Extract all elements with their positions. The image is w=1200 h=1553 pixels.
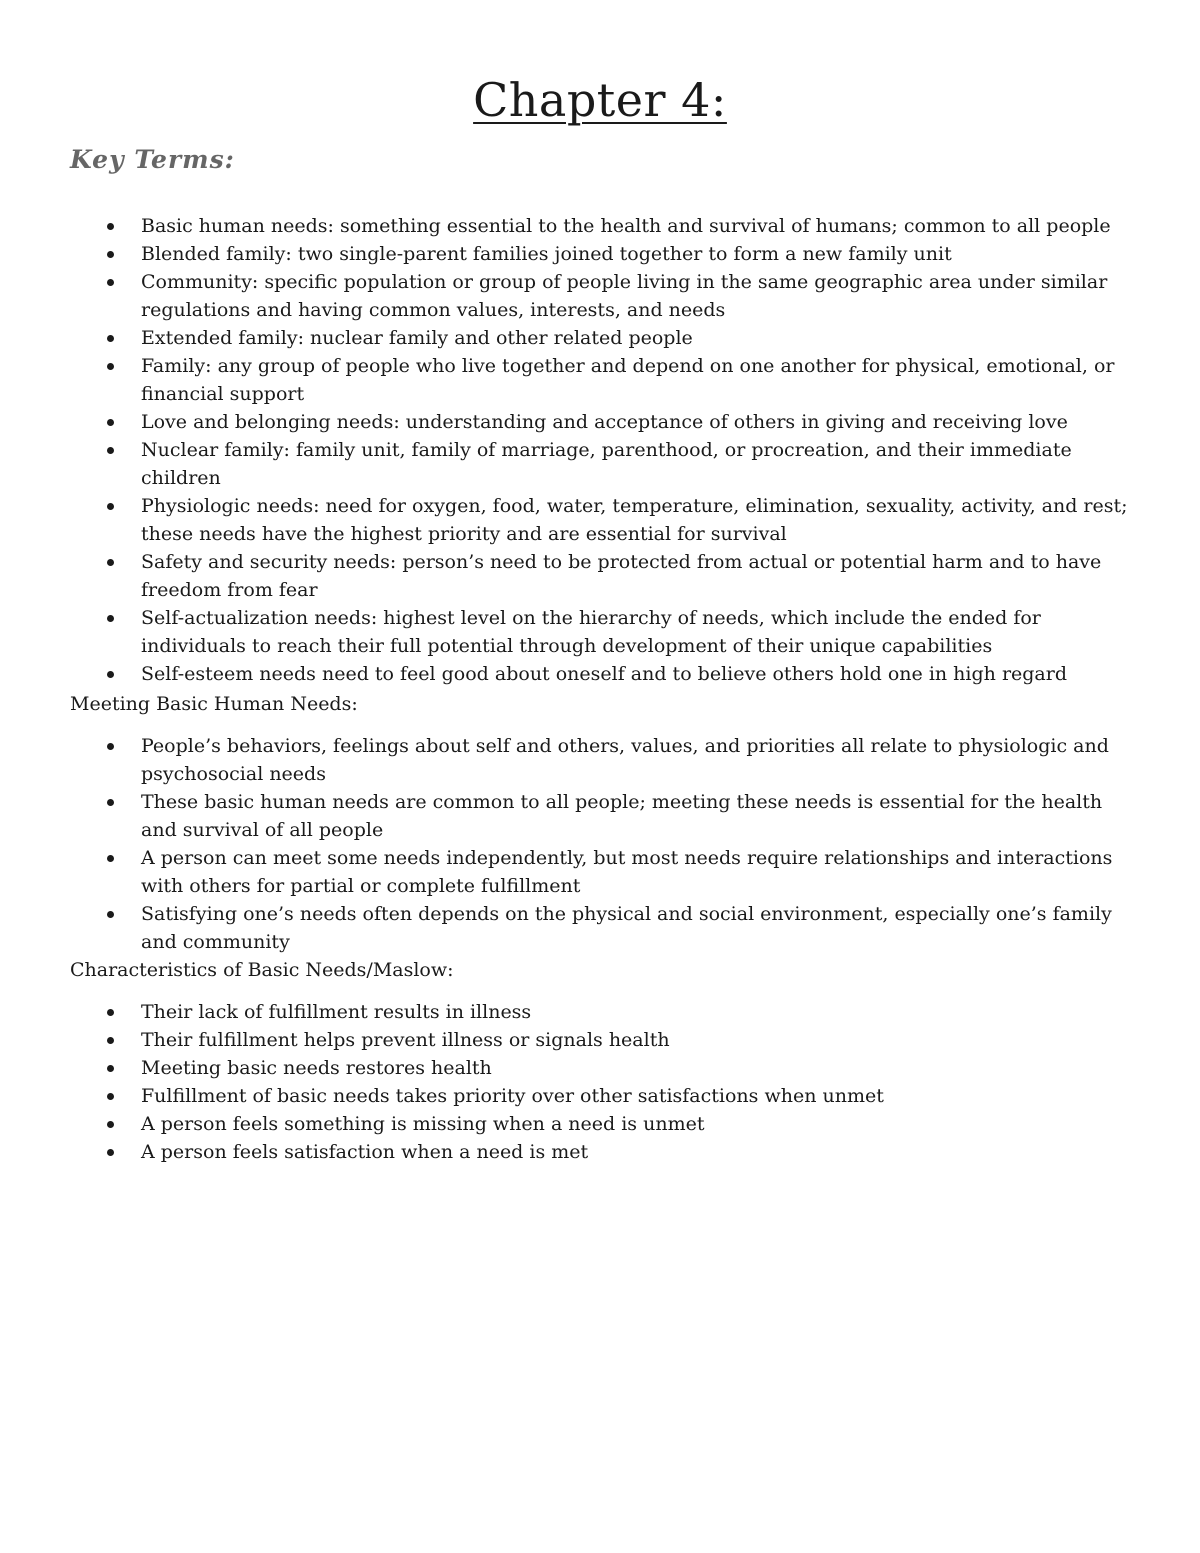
bullet-icon bbox=[107, 1149, 114, 1156]
list-item-text: Extended family: nuclear family and other related people bbox=[141, 327, 693, 349]
list-item-text: Their fulfillment helps prevent illness or signals health bbox=[141, 1029, 670, 1051]
list-item-text: Community: specific population or group of people living in the same geographic area under similar regulations and having common values, interests, and needs bbox=[141, 271, 1108, 321]
characteristics-heading: Characteristics of Basic Needs/Maslow: bbox=[70, 959, 454, 981]
meeting-needs-heading: Meeting Basic Human Needs: bbox=[70, 693, 358, 715]
bullet-icon bbox=[107, 503, 114, 510]
key-terms-list-container bbox=[0, 212, 1200, 688]
list-item bbox=[0, 998, 1200, 1026]
list-item bbox=[0, 1110, 1200, 1138]
list-item bbox=[0, 1026, 1200, 1054]
list-item bbox=[0, 1138, 1200, 1166]
list-item-text: A person feels something is missing when a need is unmet bbox=[141, 1113, 705, 1135]
list-item-text: Love and belonging needs: understanding and acceptance of others in giving and receiving love bbox=[141, 411, 1068, 433]
list-item bbox=[0, 1054, 1200, 1082]
meeting-needs-list bbox=[0, 732, 1200, 956]
meeting-needs-list-container bbox=[0, 732, 1200, 956]
bullet-icon bbox=[107, 419, 114, 426]
bullet-icon bbox=[107, 223, 114, 230]
list-item bbox=[0, 604, 1200, 660]
bullet-icon bbox=[107, 1093, 114, 1100]
list-item bbox=[0, 900, 1200, 956]
characteristics-list-container bbox=[0, 998, 1200, 1166]
bullet-icon bbox=[107, 1037, 114, 1044]
bullet-icon bbox=[107, 1009, 114, 1016]
bullet-icon bbox=[107, 911, 114, 918]
list-item-text: A person can meet some needs independently, but most needs require relationships and interactions with others for partial or complete fulfillment bbox=[141, 847, 1113, 897]
list-item bbox=[0, 408, 1200, 436]
bullet-icon bbox=[107, 1065, 114, 1072]
list-item-text: Family: any group of people who live together and depend on one another for physical, emotional, or financial support bbox=[141, 355, 1115, 405]
list-item-text: Satisfying one’s needs often depends on the physical and social environment, especially one’s family and community bbox=[141, 903, 1112, 953]
list-item bbox=[0, 492, 1200, 548]
bullet-icon bbox=[107, 335, 114, 342]
bullet-icon bbox=[107, 447, 114, 454]
list-item bbox=[0, 1082, 1200, 1110]
list-item bbox=[0, 548, 1200, 604]
bullet-icon bbox=[107, 743, 114, 750]
list-item bbox=[0, 844, 1200, 900]
bullet-icon bbox=[107, 363, 114, 370]
list-item bbox=[0, 788, 1200, 844]
list-item bbox=[0, 268, 1200, 324]
list-item-text: Their lack of fulfillment results in illness bbox=[141, 1001, 532, 1023]
list-item-text: Basic human needs: something essential to the health and survival of humans; common to all people bbox=[141, 215, 1111, 237]
bullet-icon bbox=[107, 799, 114, 806]
list-item-text: Nuclear family: family unit, family of marriage, parenthood, or procreation, and their immediate children bbox=[141, 439, 1072, 489]
list-item bbox=[0, 660, 1200, 688]
list-item bbox=[0, 732, 1200, 788]
list-item-text: Safety and security needs: person’s need to be protected from actual or potential harm and to have freedom from fear bbox=[141, 551, 1102, 601]
list-item-text: Fulfillment of basic needs takes priority over other satisfactions when unmet bbox=[141, 1085, 884, 1107]
characteristics-list bbox=[0, 998, 1200, 1166]
list-item-text: Meeting basic needs restores health bbox=[141, 1057, 492, 1079]
list-item-text: Physiologic needs: need for oxygen, food, water, temperature, elimination, sexuality, activity, and rest; these needs have the highest priority and are essential for survival bbox=[141, 495, 1128, 545]
list-item-text: A person feels satisfaction when a need is met bbox=[141, 1141, 589, 1163]
list-item-text: These basic human needs are common to all people; meeting these needs is essential for the health and survival of all people bbox=[141, 791, 1103, 841]
list-item-text: Self-actualization needs: highest level on the hierarchy of needs, which include the ended for individuals to reach their full potential through development of their unique capabilities bbox=[141, 607, 1041, 657]
page-title: Chapter 4: bbox=[473, 73, 727, 127]
key-terms-list bbox=[0, 212, 1200, 688]
bullet-icon bbox=[107, 1121, 114, 1128]
bullet-icon bbox=[107, 615, 114, 622]
list-item bbox=[0, 240, 1200, 268]
bullet-icon bbox=[107, 559, 114, 566]
list-item bbox=[0, 212, 1200, 240]
list-item bbox=[0, 352, 1200, 408]
list-item-text: Self-esteem needs need to feel good about oneself and to believe others hold one in high regard bbox=[141, 663, 1067, 685]
bullet-icon bbox=[107, 279, 114, 286]
list-item bbox=[0, 324, 1200, 352]
bullet-icon bbox=[107, 671, 114, 678]
bullet-icon bbox=[107, 855, 114, 862]
bullet-icon bbox=[107, 251, 114, 258]
list-item-text: People’s behaviors, feelings about self and others, values, and priorities all relate to physiologic and psychosocial needs bbox=[141, 735, 1109, 785]
list-item bbox=[0, 436, 1200, 492]
key-terms-subtitle: Key Terms: bbox=[70, 145, 235, 174]
list-item-text: Blended family: two single-parent families joined together to form a new family unit bbox=[141, 243, 952, 265]
